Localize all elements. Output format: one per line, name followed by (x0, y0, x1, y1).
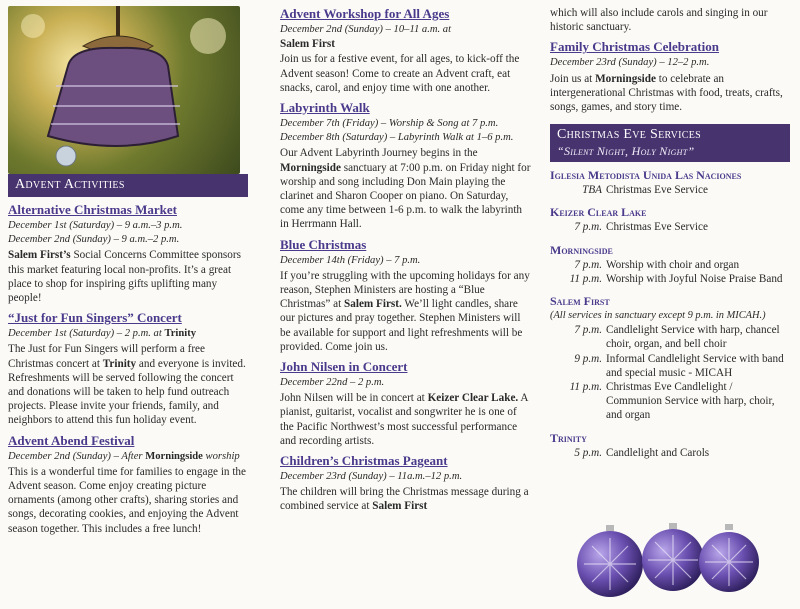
service-row: 11 p.m. Christmas Eve Candlelight / Communion Service with harp, choir, and organ (569, 381, 775, 422)
service-row: 11 p.m. Worship with Joyful Noise Praise Band (569, 272, 783, 285)
christmas-eve-header (550, 124, 790, 162)
event-date: December 23rd (Sunday) – 11a.m.–12 p.m. (280, 471, 463, 483)
service-row: 7 p.m. Candlelight Service with harp, chancel choir, organ, and bell choir (574, 324, 780, 351)
service-row: 5 p.m. Candlelight and Carols (574, 446, 710, 459)
event-date: December 2nd (Sunday) – 10–11 a.m. at (280, 24, 452, 35)
event-date: December 22nd – 2 p.m. (280, 377, 385, 389)
event-date: December 2nd (Sunday) – After Morningside worship (8, 450, 240, 462)
event-title-advent-workshop: Advent Workshop for All Ages (280, 6, 450, 21)
event-description: Join us for a festive event, for all ages, to kick-off the Advent season! Come to create an Advent craft, eat snacks, carol, and enjoy time with one another. (280, 53, 520, 94)
event-title-family-celebration: Family Christmas Celebration (550, 39, 719, 55)
church-name: Salem First (550, 294, 610, 309)
event-location: Salem First (280, 38, 335, 51)
event-date: December 2nd (Sunday) – 9 a.m.–2 p.m. (8, 234, 180, 246)
event-description: Join us at Morningside to celebrate an intergenerational Christmas with food, treats, crafts, songs, games, and story time. (550, 72, 783, 114)
church-name: Iglesia Metodista Unida Las Naciones (550, 168, 742, 183)
christmas-ornaments-illustration (572, 520, 772, 602)
service-row: 7 p.m. Christmas Eve Service (574, 221, 708, 234)
advent-ornament-photo (8, 6, 240, 174)
event-title-labyrinth-walk: Labyrinth Walk (280, 100, 370, 116)
event-title-john-nilsen: John Nilsen in Concert (280, 359, 408, 375)
event-date: December 7th (Friday) – Worship & Song at 7 p.m. (280, 118, 499, 130)
ornament-ball-icon (642, 523, 704, 591)
section-title: Christmas Eve Services (557, 127, 702, 143)
column-middle (280, 6, 532, 514)
event-description: The Just for Fun Singers will perform a free Christmas concert at Trinity and everyone is invited. Refreshments will be served following the concert and donations will be taken to help fund outreach projects. Please invite your friends, family, and neighbors to attend this fun holiday event. (8, 343, 246, 427)
church-note: (All services in sanctuary except 9 p.m. in MICAH.) (550, 310, 766, 322)
event-description: If you’re struggling with the upcoming holidays for any reason, Stephen Ministers are hosting a “Blue Christmas” at Salem First. We’ll light candles, share our pictures and pray together. Stephen Ministers will be available for support and light refreshments will be provided. Come join us. (280, 269, 530, 353)
event-title-childrens-pageant: Children’s Christmas Pageant (280, 453, 448, 469)
event-title-abend-festival: Advent Abend Festival (8, 432, 135, 448)
ornament-ball-icon (577, 525, 643, 597)
column-left (8, 6, 248, 536)
event-date: December 1st (Saturday) – 9 a.m.–3 p.m. (8, 220, 183, 231)
service-row: TBA Christmas Eve Service (582, 184, 708, 197)
ornament-ball-icon (699, 524, 759, 592)
church-name: Keizer Clear Lake (550, 205, 647, 220)
section-title: Advent Activities (15, 177, 125, 192)
continued-text: which will also include carols and singing in our historic sanctuary. (550, 7, 768, 34)
advent-activities-header (8, 174, 248, 197)
event-date: December 1st (Saturday) – 2 p.m. at Trinity (8, 328, 197, 340)
event-title-christmas-market: Alternative Christmas Market (8, 202, 177, 217)
bell-ornament-illustration (8, 6, 240, 174)
church-name: Trinity (550, 430, 587, 445)
column-right (550, 6, 790, 460)
event-date: December 8th (Saturday) – Labyrinth Walk at 1–6 p.m. (280, 132, 514, 144)
event-title-fun-singers: “Just for Fun Singers” Concert (8, 310, 182, 326)
service-row: 7 p.m. Worship with choir and organ (574, 258, 740, 271)
event-description: John Nilsen will be in concert at Keizer Clear Lake. A pianist, guitarist, vocalist and songwriter he is one of the Pacific Northwest’s most successful performance and recording artists. (280, 392, 528, 447)
event-description: Our Advent Labyrinth Journey begins in the Morningside sanctuary at 7:00 p.m. on Friday night for worship and song including Don Main playing the clarinet and Sharon Cooper on piano. On Saturday, come any time between 1-6 p.m. to walk the labyrinth in Herrmann Hall. (280, 147, 531, 231)
section-subtitle: “Silent Night, Holy Night” (557, 144, 695, 159)
event-description: The children will bring the Christmas message during a combined service at Salem First (280, 486, 529, 513)
church-name: Morningside (550, 242, 613, 257)
event-description: Salem First’s Social Concerns Committee sponsors this market featuring local non-profits. It’s a great place to shop for inspiring gifts uplifting many people! (8, 249, 241, 305)
event-title-blue-christmas: Blue Christmas (280, 236, 367, 252)
event-date: December 14th (Friday) – 7 p.m. (280, 254, 421, 266)
event-description: This is a wonderful time for families to engage in the Advent season. Come enjoy creating picture ornaments (among other crafts), sharing stories and songs, decorating cookies, and enjoying the Advent season together. This includes a free lunch! (8, 465, 246, 535)
service-row: 9 p.m. Informal Candlelight Service with band and special music - MICAH (574, 352, 784, 379)
event-date: December 23rd (Sunday) – 12–2 p.m. (550, 57, 710, 69)
